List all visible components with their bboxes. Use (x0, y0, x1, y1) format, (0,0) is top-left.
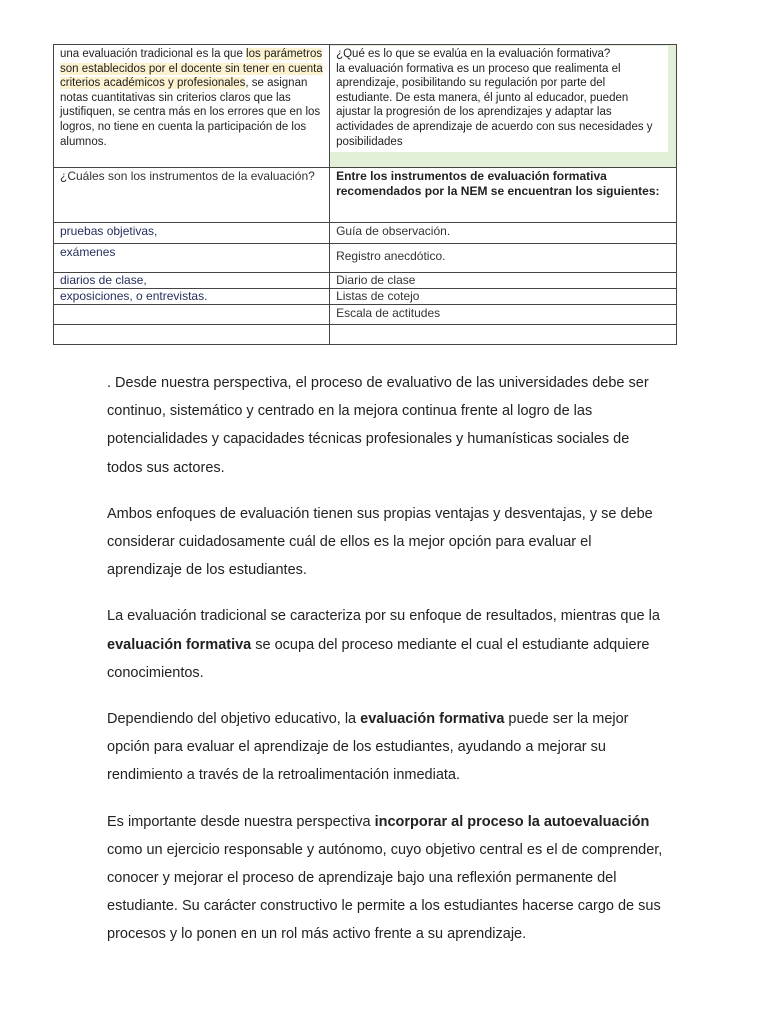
paragraph-perspective: . Desde nuestra perspectiva, el proceso de evaluativo de las universidades debe ser continuo, sistemático y centrado en la mejora continua frente al logro de las potencialidades y capacidades técnicas profesionales y humanísticas sociales de todos sus actores. (107, 375, 649, 476)
p3-text-post: se ocupa del proceso mediante el cual el estudiante adquiere conocimientos. (107, 636, 650, 681)
formative-evaluation-cell (330, 45, 677, 168)
table-row (54, 273, 677, 289)
table-row (54, 223, 677, 244)
traditional-instrument: diarios de clase, (54, 273, 330, 289)
p3-bold-term: evaluación formativa (107, 636, 252, 653)
formative-instrument: Escala de actitudes (330, 305, 677, 325)
paragraph-self-evaluation (107, 808, 667, 949)
document-body (107, 369, 667, 967)
formative-instrument: Guía de observación. (330, 223, 677, 244)
traditional-instrument: exposiciones, o entrevistas. (54, 289, 330, 305)
table-row-instruments-header (54, 168, 677, 223)
traditional-instrument: pruebas objetivas, (54, 223, 330, 244)
table-row (54, 244, 677, 273)
p4-text-pre: Dependiendo del objetivo educativo, la (107, 711, 361, 728)
formative-instrument: Registro anecdótico. (330, 244, 677, 273)
p4-bold-term: evaluación formativa (360, 711, 505, 728)
paragraph-objective (107, 705, 667, 790)
paragraph-approaches: Ambos enfoques de evaluación tienen sus propias ventajas y desventajas, y se debe considerar cuidadosamente cuál de ellos es la mejor opción para evaluar el aprendizaje de los estudiantes. (107, 505, 653, 579)
traditional-evaluation-cell (54, 45, 330, 168)
formative-question: ¿Qué es lo que se evalúa en la evaluación formativa? (336, 48, 611, 60)
p3-text-pre: La evaluación tradicional se caracteriza por su enfoque de resultados, mientras que la (107, 608, 660, 625)
table-row (54, 325, 677, 345)
traditional-text-highlight: los parámetros son establecidos por el docente sin tener en cuenta criterios académicos y profesionales (60, 48, 323, 90)
traditional-instrument (54, 305, 330, 325)
p5-text-post: como un ejercicio responsable y autónomo, cuyo objetivo central es el de comprender, conocer y mejorar el proceso de aprendizaje bajo una reflexión permanente del estudiante. Su carácter constructivo le permite a los estudiantes hacerse cargo de sus procesos y lo ponen en un rol más activo frente a su aprendizaje. (107, 841, 663, 943)
nem-instruments-heading: Entre los instrumentos de evaluación formativa recomendados por la NEM se encuentran los siguientes: (330, 168, 677, 223)
formative-instrument (330, 325, 677, 345)
paragraph-traditional-vs-formative (107, 602, 667, 687)
formative-answer: la evaluación formativa es un proceso que realimenta el aprendizaje, posibilitando su regulación por parte del estudiante. De esta manera, él junto al educador, pueden ajustar la progresión de los aprendizajes y adaptar las actividades de aprendizaje de acuerdo con sus necesidades y posibilidades (336, 62, 653, 148)
traditional-instrument (54, 325, 330, 345)
formative-instrument: Diario de clase (330, 273, 677, 289)
evaluation-comparison-table (53, 44, 677, 345)
formative-evaluation-textbox (330, 46, 668, 152)
p5-bold-term: incorporar al proceso la autoevaluación (374, 813, 650, 830)
formative-instrument: Listas de cotejo (330, 289, 677, 305)
table-row-definitions (54, 45, 677, 168)
instruments-question: ¿Cuáles son los instrumentos de la evaluación? (54, 168, 330, 223)
table-row (54, 305, 677, 325)
table-row (54, 289, 677, 305)
traditional-text-pre: una evaluación tradicional es la que (60, 48, 247, 60)
traditional-text-post: , se asignan notas cuantitativas sin criterios claros que las justifiquen, se centra más en los errores que en los logros, no tiene en cuenta la participación de los alumnos. (60, 77, 321, 148)
p4-text-post: puede ser la mejor opción para evaluar el aprendizaje de los estudiantes, ayudando a mejorar su rendimiento a través de la retroalimentación inmediata. (107, 711, 629, 784)
p5-text-pre: Es importante desde nuestra perspectiva (107, 813, 375, 830)
traditional-instrument: exámenes (54, 244, 330, 273)
